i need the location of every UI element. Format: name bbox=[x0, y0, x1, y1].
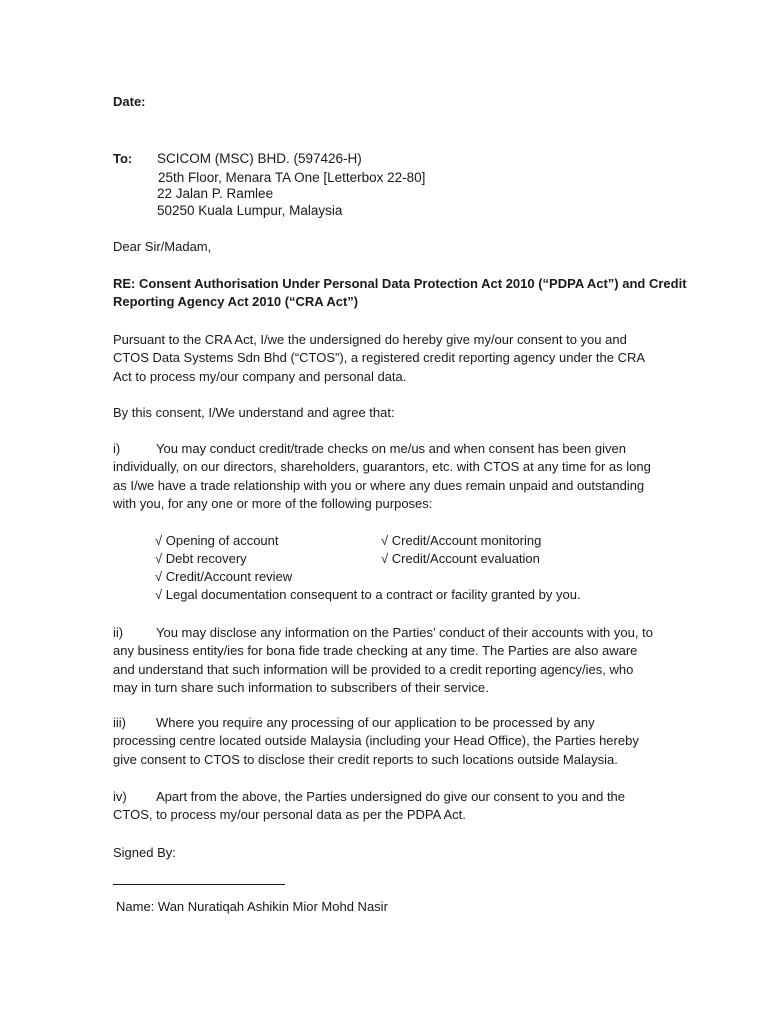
understand-line: By this consent, I/We understand and agree that: bbox=[113, 405, 395, 420]
address-line-2: 25th Floor, Menara TA One [Letterbox 22-80] bbox=[158, 170, 426, 185]
clause-1-number: i) bbox=[113, 441, 121, 456]
clause-3-text: Where you require any processing of our application to be processed by any processing centre located outside Malaysia (including your Head Office), the Parties hereby give consent to CTOS to disclose their credit reports to such locations outside Malaysia. bbox=[113, 715, 639, 767]
clause-1 bbox=[113, 440, 653, 513]
clause-4-text: Apart from the above, the Parties undersigned do give our consent to you and the CTOS, to process my/our personal data as per the PDPA Act. bbox=[113, 789, 626, 823]
date-label: Date: bbox=[113, 94, 146, 109]
subject-line-1: RE: Consent Authorisation Under Personal Data Protection Act 2010 (“PDPA Act”) and Credit bbox=[113, 276, 687, 291]
clause-3-number: iii) bbox=[113, 715, 126, 730]
signatory-name: Name: Wan Nuratiqah Ashikin Mior Mohd Nasir bbox=[116, 899, 388, 914]
clause-2 bbox=[113, 624, 653, 697]
address-line-1: SCICOM (MSC) BHD. (597426-H) bbox=[157, 151, 362, 166]
intro-paragraph: Pursuant to the CRA Act, I/we the undersigned do hereby give my/our consent to you and CTOS Data Systems Sdn Bhd (“CTOS”), a registered credit reporting agency under the CRA Act to process my/our company and personal data. bbox=[113, 332, 645, 384]
signed-by-label: Signed By: bbox=[113, 845, 176, 860]
purpose-account-monitoring: √ Credit/Account monitoring bbox=[381, 533, 542, 548]
to-label: To: bbox=[113, 151, 133, 166]
purpose-legal-documentation: √ Legal documentation consequent to a contract or facility granted by you. bbox=[155, 587, 581, 602]
clause-4 bbox=[113, 788, 653, 825]
clause-3 bbox=[113, 714, 653, 769]
purpose-account-evaluation: √ Credit/Account evaluation bbox=[381, 551, 540, 566]
purpose-debt-recovery: √ Debt recovery bbox=[155, 551, 247, 566]
address-line-3: 22 Jalan P. Ramlee bbox=[157, 186, 274, 201]
purpose-account-review: √ Credit/Account review bbox=[155, 569, 293, 584]
clause-2-text: You may disclose any information on the Parties’ conduct of their accounts with you, to any business entity/ies for bona fide trade checking at any time. The Parties are also aware and understand that such information will be provided to a credit reporting agency/ies, who may in turn share such information to subscribers of their service. bbox=[113, 625, 653, 695]
clause-1-text: You may conduct credit/trade checks on me/us and when consent has been given individually, on our directors, shareholders, guarantors, etc. with CTOS at any time for as long as I/we have a trade relationship with you or where any dues remain unpaid and outstanding with you, for any one or more of the following purposes: bbox=[113, 441, 651, 511]
clause-4-number: iv) bbox=[113, 789, 127, 804]
address-line-4: 50250 Kuala Lumpur, Malaysia bbox=[157, 203, 343, 218]
purpose-opening-account: √ Opening of account bbox=[155, 533, 279, 548]
clause-2-number: ii) bbox=[113, 625, 124, 640]
signature-line bbox=[113, 884, 285, 885]
salutation: Dear Sir/Madam, bbox=[113, 239, 212, 254]
subject-line-2: Reporting Agency Act 2010 (“CRA Act”) bbox=[113, 294, 359, 309]
